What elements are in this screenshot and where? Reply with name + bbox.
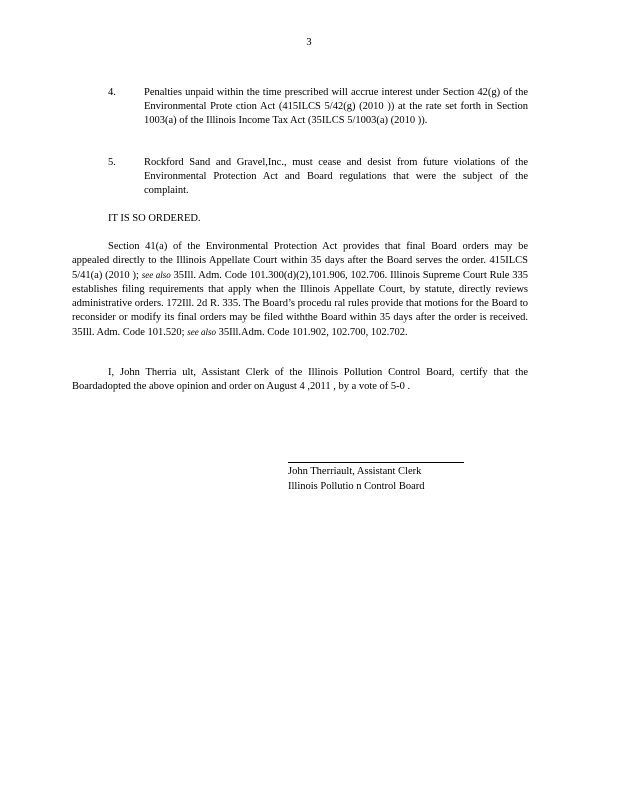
item-number: 5.	[108, 157, 116, 168]
appeal-text-3: 35Ill.Adm. Code 101.902, 102.700, 102.702.	[218, 327, 408, 338]
item-number: 4.	[108, 87, 116, 98]
appeal-text-2: 35Ill. Adm. Code 101.300(d)(2),101.906, 102.706. Illinois Supreme Court Rule 335 establishes filing requirements that apply when the Illinois Appellate Court, by statute, directly reviews administrative orders. 172Ill. 2d R. 335. The Board’s procedu ral rules provide that motions for the Board to reconsider or modify its final orders may be filed withthe Board within 35 days after the order is received. 35Ill. Adm. Code 101.520;	[72, 270, 529, 338]
signature-board: Illinois Pollutio n Control Board	[288, 481, 425, 492]
item-text: Penalties unpaid within the time prescribed will accrue interest under Section 42(g) of the Environmental Prote ction Act (415ILCS 5/42(g) (2010 )) at the rate set forth in Section 1003(a) of the Illinois Income Tax Act (35ILCS 5/1003(a) (2010 )).	[144, 87, 528, 126]
order-item-5	[108, 156, 528, 198]
signature-line	[288, 462, 464, 463]
item-text: Rockford Sand and Gravel,Inc., must cease and desist from future violations of the Environmental Protection Act and Board regulations that were the subject of the complaint.	[144, 157, 528, 196]
page-number: 3	[306, 37, 312, 48]
see-also-2: see also	[187, 327, 216, 337]
it-is-so-ordered: IT IS SO ORDERED.	[108, 213, 201, 224]
signature-name: John Therriault, Assistant Clerk	[288, 466, 422, 477]
see-also-1: see also	[141, 270, 171, 280]
certification-paragraph: I, John Therria ult, Assistant Clerk of the Illinois Pollution Control Board, certify that the Boardadopted the above opinion and order on August 4 ,2011 , by a vote of 5-0 .	[72, 367, 528, 392]
order-item-4	[108, 86, 528, 128]
appeal-paragraph	[72, 240, 528, 340]
appeal-text-1: Section 41(a) of the Environmental Protection Act provides that final Board orders may be appealed directly to the Illinois Appellate Court within 35 days after the Board serves the order. 415ILCS 5/41(a) (2010 );	[72, 241, 528, 281]
